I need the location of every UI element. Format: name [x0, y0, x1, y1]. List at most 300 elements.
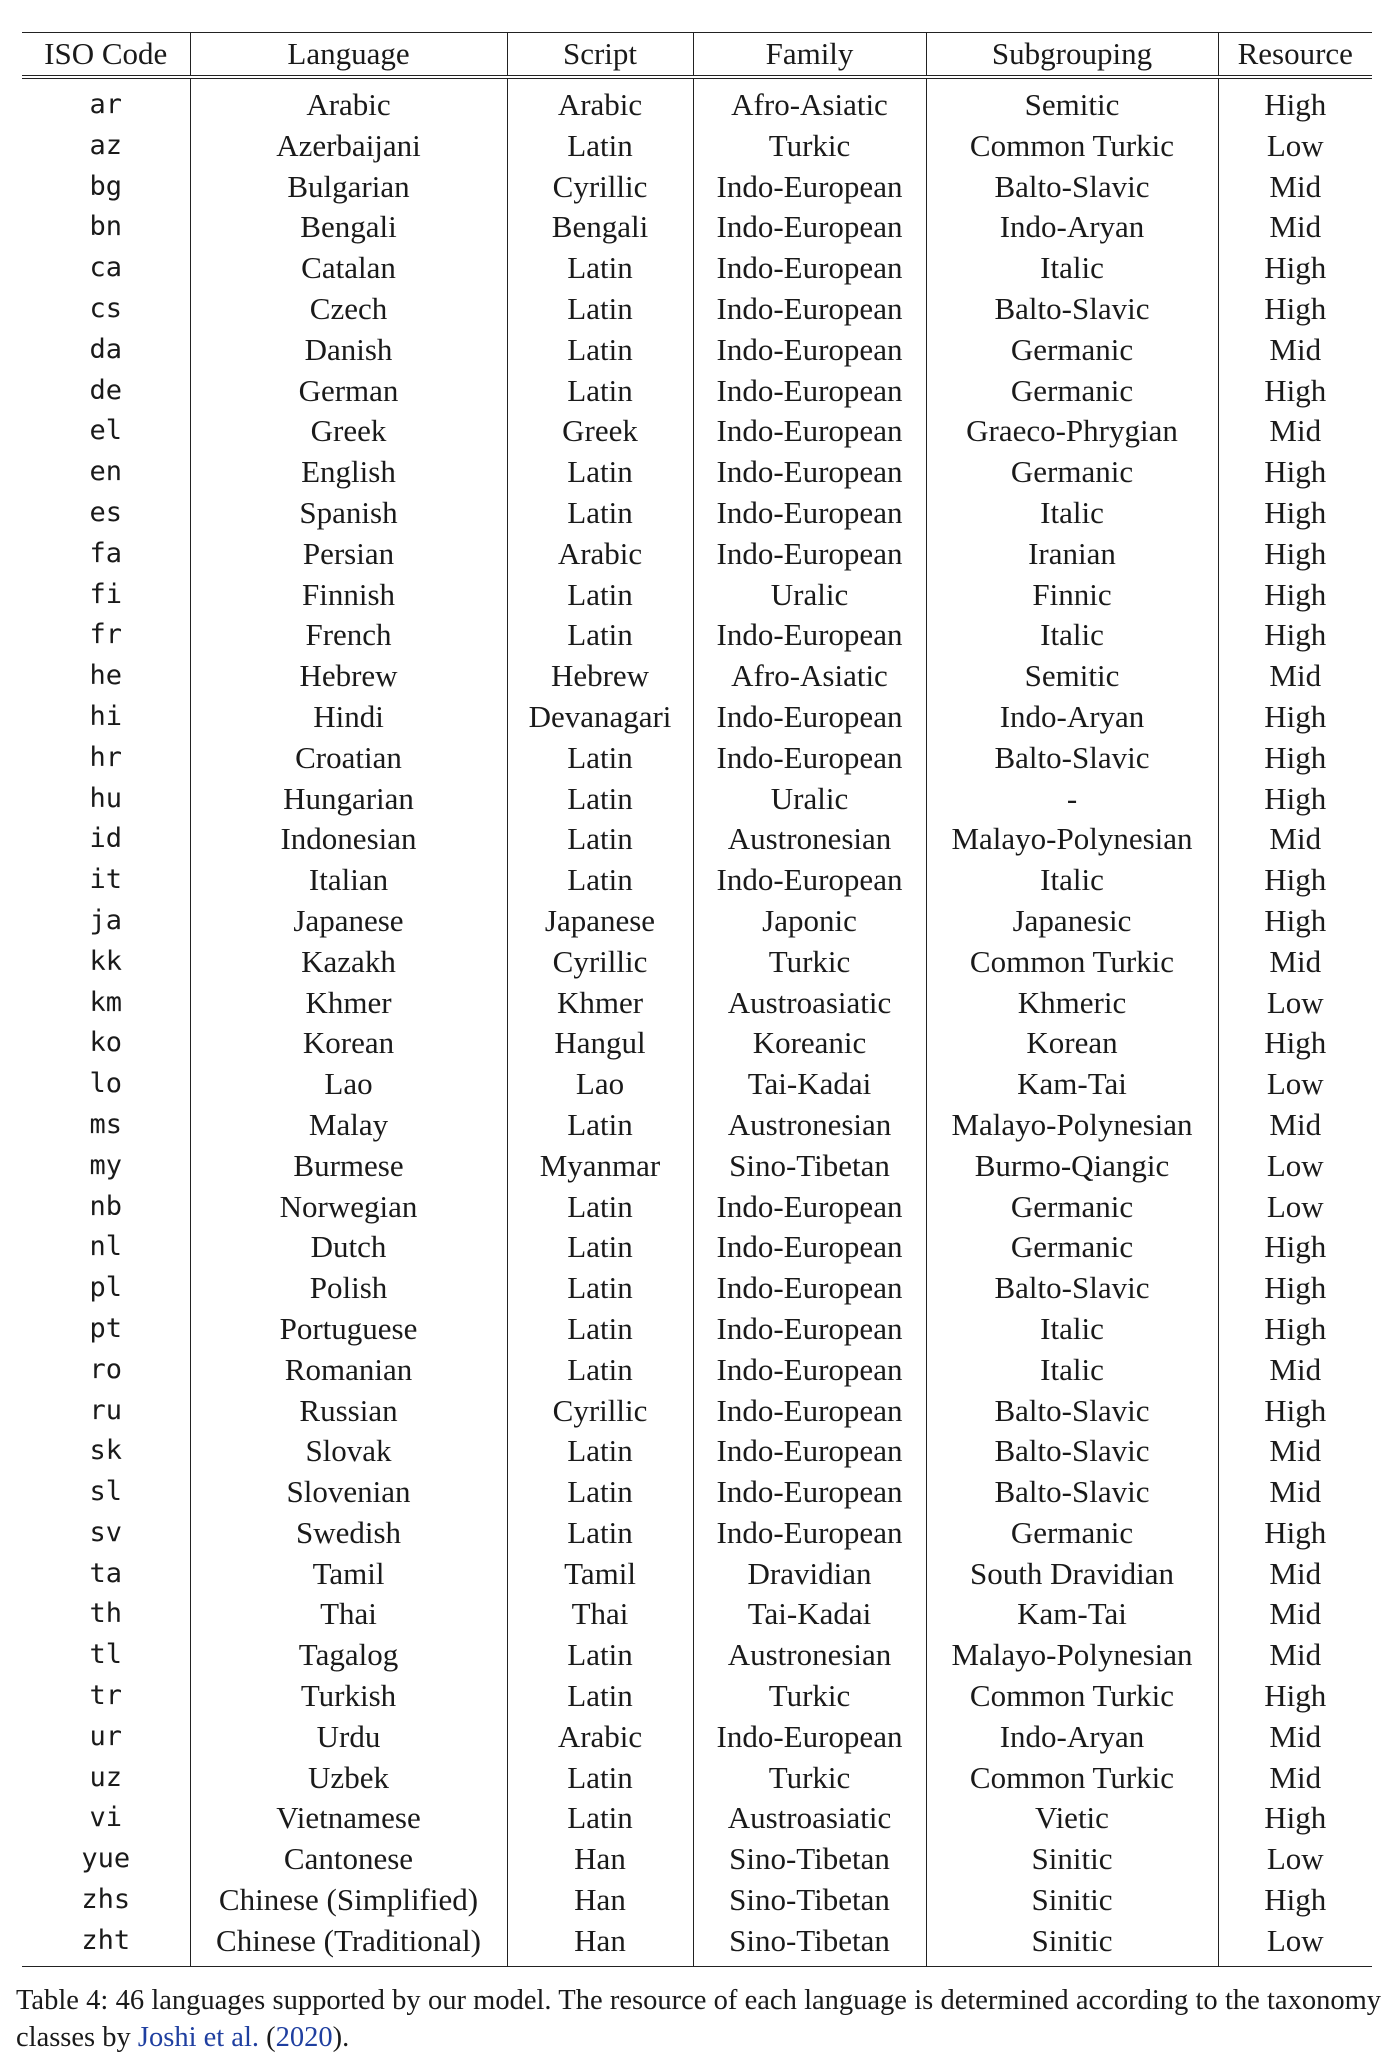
header-row [22, 33, 1372, 78]
language-cell: Croatian [190, 738, 507, 779]
script-cell: Latin [507, 330, 693, 371]
iso-code-cell: lo [22, 1064, 190, 1105]
language-cell: Finnish [190, 575, 507, 616]
iso-code-cell: ru [22, 1391, 190, 1432]
table-body [22, 77, 1372, 1966]
table-row [22, 1758, 1372, 1799]
script-cell: Hebrew [507, 656, 693, 697]
iso-code-cell: sv [22, 1513, 190, 1554]
resource-cell: Low [1266, 1841, 1324, 1877]
iso-code-cell: ta [22, 1554, 190, 1595]
table-row [22, 738, 1372, 779]
script-cell: Latin [507, 493, 693, 534]
script-cell: Cyrillic [507, 167, 693, 208]
iso-code-cell: ko [22, 1023, 190, 1064]
script-cell: Latin [507, 1350, 693, 1391]
resource-cell: Mid [1269, 1759, 1322, 1795]
subgrouping-cell: Balto-Slavic [926, 1431, 1218, 1472]
citation-close-paren: ). [332, 2022, 350, 2053]
iso-code-cell: ja [22, 901, 190, 942]
language-cell: Hungarian [190, 779, 507, 820]
subgrouping-cell: Sinitic [926, 1921, 1218, 1966]
iso-code-cell: bg [22, 167, 190, 208]
table-row [22, 1105, 1372, 1146]
subgrouping-cell: Germanic [926, 1187, 1218, 1228]
subgrouping-cell: Malayo-Polynesian [926, 1105, 1218, 1146]
subgrouping-cell: South Dravidian [926, 1554, 1218, 1595]
iso-code-cell: th [22, 1594, 190, 1635]
subgrouping-cell: Balto-Slavic [926, 289, 1218, 330]
table-row [22, 1513, 1372, 1554]
language-cell: Polish [190, 1268, 507, 1309]
resource-cell: Mid [1269, 1474, 1322, 1510]
subgrouping-cell: - [926, 779, 1218, 820]
script-cell: Cyrillic [507, 1391, 693, 1432]
script-cell: Latin [507, 1635, 693, 1676]
iso-code-cell: tl [22, 1635, 190, 1676]
script-cell: Tamil [507, 1554, 693, 1595]
family-cell: Indo-European [693, 493, 926, 534]
language-cell: Russian [190, 1391, 507, 1432]
language-cell: Swedish [190, 1513, 507, 1554]
family-cell: Sino-Tibetan [693, 1921, 926, 1966]
iso-code-cell: tr [22, 1676, 190, 1717]
table-row [22, 1431, 1372, 1472]
script-cell: Hangul [507, 1023, 693, 1064]
resource-cell: Mid [1269, 658, 1322, 694]
header-family: Family [693, 33, 926, 78]
family-cell: Indo-European [693, 1350, 926, 1391]
family-cell: Indo-European [693, 738, 926, 779]
iso-code-cell: km [22, 983, 190, 1024]
subgrouping-cell: Indo-Aryan [926, 207, 1218, 248]
iso-code-cell: zht [22, 1921, 190, 1966]
resource-cell: High [1264, 1229, 1327, 1265]
iso-code-cell: zhs [22, 1880, 190, 1921]
subgrouping-cell: Semitic [926, 656, 1218, 697]
script-cell: Han [507, 1921, 693, 1966]
family-cell: Sino-Tibetan [693, 1839, 926, 1880]
script-cell: Arabic [507, 77, 693, 126]
family-cell: Indo-European [693, 697, 926, 738]
iso-code-cell: he [22, 656, 190, 697]
iso-code-cell: id [22, 819, 190, 860]
table-row [22, 575, 1372, 616]
table-row [22, 77, 1372, 126]
script-cell: Arabic [507, 1717, 693, 1758]
resource-cell: High [1264, 576, 1327, 612]
iso-code-cell: kk [22, 942, 190, 983]
script-cell: Arabic [507, 534, 693, 575]
language-cell: Hindi [190, 697, 507, 738]
script-cell: Latin [507, 126, 693, 167]
iso-code-cell: sl [22, 1472, 190, 1513]
iso-code-cell: nl [22, 1227, 190, 1268]
language-cell: Danish [190, 330, 507, 371]
family-cell: Uralic [693, 575, 926, 616]
family-cell: Austronesian [693, 1105, 926, 1146]
subgrouping-cell: Italic [926, 493, 1218, 534]
table-row [22, 1839, 1372, 1880]
script-cell: Devanagari [507, 697, 693, 738]
table-row [22, 330, 1372, 371]
iso-code-cell: vi [22, 1798, 190, 1839]
iso-code-cell: pl [22, 1268, 190, 1309]
header-language: Language [190, 33, 507, 78]
language-cell: Dutch [190, 1227, 507, 1268]
subgrouping-cell: Kam-Tai [926, 1594, 1218, 1635]
subgrouping-cell: Italic [926, 1309, 1218, 1350]
language-cell: Hebrew [190, 656, 507, 697]
subgrouping-cell: Malayo-Polynesian [926, 819, 1218, 860]
script-cell: Latin [507, 1309, 693, 1350]
language-cell: Bengali [190, 207, 507, 248]
script-cell: Latin [507, 779, 693, 820]
subgrouping-cell: Khmeric [926, 983, 1218, 1024]
header-resource: Resource [1218, 33, 1372, 78]
family-cell: Austroasiatic [693, 1798, 926, 1839]
language-cell: English [190, 452, 507, 493]
script-cell: Latin [507, 819, 693, 860]
script-cell: Latin [507, 575, 693, 616]
iso-code-cell: ur [22, 1717, 190, 1758]
subgrouping-cell: Finnic [926, 575, 1218, 616]
iso-code-cell: hu [22, 779, 190, 820]
language-table [22, 32, 1372, 1967]
table-row [22, 126, 1372, 167]
language-cell: Romanian [190, 1350, 507, 1391]
script-cell: Latin [507, 738, 693, 779]
table-row [22, 1023, 1372, 1064]
subgrouping-cell: Italic [926, 615, 1218, 656]
table-row [22, 1676, 1372, 1717]
iso-code-cell: it [22, 860, 190, 901]
table-row [22, 1594, 1372, 1635]
table-row [22, 534, 1372, 575]
citation-year-link[interactable]: 2020 [275, 2022, 333, 2053]
script-cell: Latin [507, 248, 693, 289]
resource-cell: High [1264, 535, 1327, 571]
iso-code-cell: hi [22, 697, 190, 738]
subgrouping-cell: Balto-Slavic [926, 1268, 1218, 1309]
iso-code-cell: az [22, 126, 190, 167]
family-cell: Indo-European [693, 1309, 926, 1350]
table-row [22, 207, 1372, 248]
table-row [22, 493, 1372, 534]
resource-cell: Mid [1269, 1637, 1322, 1673]
family-cell: Indo-European [693, 860, 926, 901]
family-cell: Dravidian [693, 1554, 926, 1595]
table-row [22, 860, 1372, 901]
resource-cell: Mid [1269, 1555, 1322, 1591]
subgrouping-cell: Balto-Slavic [926, 738, 1218, 779]
iso-code-cell: sk [22, 1431, 190, 1472]
language-cell: Bulgarian [190, 167, 507, 208]
subgrouping-cell: Burmo-Qiangic [926, 1146, 1218, 1187]
subgrouping-cell: Common Turkic [926, 126, 1218, 167]
script-cell: Latin [507, 1798, 693, 1839]
resource-cell: High [1264, 1514, 1327, 1550]
script-cell: Lao [507, 1064, 693, 1105]
iso-code-cell: my [22, 1146, 190, 1187]
table-row [22, 901, 1372, 942]
family-cell: Sino-Tibetan [693, 1146, 926, 1187]
table-row [22, 656, 1372, 697]
iso-code-cell: ro [22, 1350, 190, 1391]
family-cell: Indo-European [693, 330, 926, 371]
language-cell: Kazakh [190, 942, 507, 983]
subgrouping-cell: Germanic [926, 1227, 1218, 1268]
resource-cell: High [1264, 780, 1327, 816]
script-cell: Khmer [507, 983, 693, 1024]
script-cell: Han [507, 1880, 693, 1921]
subgrouping-cell: Germanic [926, 1513, 1218, 1554]
resource-cell: Mid [1269, 1718, 1322, 1754]
subgrouping-cell: Japanesic [926, 901, 1218, 942]
subgrouping-cell: Iranian [926, 534, 1218, 575]
iso-code-cell: uz [22, 1758, 190, 1799]
language-cell: Malay [190, 1105, 507, 1146]
resource-cell: Mid [1269, 413, 1322, 449]
family-cell: Tai-Kadai [693, 1064, 926, 1105]
table-row [22, 1268, 1372, 1309]
table-row [22, 779, 1372, 820]
resource-cell: High [1264, 862, 1327, 898]
language-cell: Spanish [190, 493, 507, 534]
table-row [22, 615, 1372, 656]
table-row [22, 411, 1372, 452]
language-cell: Vietnamese [190, 1798, 507, 1839]
family-cell: Indo-European [693, 452, 926, 493]
resource-cell: High [1264, 698, 1327, 734]
subgrouping-cell: Germanic [926, 452, 1218, 493]
table-row [22, 1309, 1372, 1350]
resource-cell: High [1264, 739, 1327, 775]
resource-cell: High [1264, 1025, 1327, 1061]
table-header [22, 33, 1372, 78]
family-cell: Tai-Kadai [693, 1594, 926, 1635]
resource-cell: Mid [1269, 331, 1322, 367]
script-cell: Latin [507, 1187, 693, 1228]
table-row [22, 1187, 1372, 1228]
table-row [22, 983, 1372, 1024]
language-cell: Chinese (Simplified) [190, 1880, 507, 1921]
family-cell: Japonic [693, 901, 926, 942]
language-cell: Turkish [190, 1676, 507, 1717]
script-cell: Bengali [507, 207, 693, 248]
table-row [22, 1064, 1372, 1105]
language-cell: Azerbaijani [190, 126, 507, 167]
subgrouping-cell: Balto-Slavic [926, 167, 1218, 208]
resource-cell: High [1264, 1800, 1327, 1836]
family-cell: Austronesian [693, 1635, 926, 1676]
family-cell: Sino-Tibetan [693, 1880, 926, 1921]
citation-authors-link[interactable]: Joshi et al. [137, 2022, 260, 2053]
iso-code-cell: yue [22, 1839, 190, 1880]
subgrouping-cell: Malayo-Polynesian [926, 1635, 1218, 1676]
table-row [22, 1554, 1372, 1595]
iso-code-cell: ca [22, 248, 190, 289]
resource-cell: Mid [1269, 168, 1322, 204]
header-script: Script [507, 33, 693, 78]
family-cell: Uralic [693, 779, 926, 820]
language-cell: Norwegian [190, 1187, 507, 1228]
header-subgrouping: Subgrouping [926, 33, 1218, 78]
language-cell: Portuguese [190, 1309, 507, 1350]
family-cell: Afro-Asiatic [693, 77, 926, 126]
language-cell: Greek [190, 411, 507, 452]
subgrouping-cell: Sinitic [926, 1839, 1218, 1880]
subgrouping-cell: Common Turkic [926, 1758, 1218, 1799]
subgrouping-cell: Common Turkic [926, 1676, 1218, 1717]
script-cell: Han [507, 1839, 693, 1880]
family-cell: Indo-European [693, 207, 926, 248]
family-cell: Indo-European [693, 1472, 926, 1513]
resource-cell: High [1264, 494, 1327, 530]
iso-code-cell: hr [22, 738, 190, 779]
resource-cell: High [1264, 250, 1327, 286]
iso-code-cell: bn [22, 207, 190, 248]
family-cell: Indo-European [693, 615, 926, 656]
table-row [22, 1391, 1372, 1432]
table-row [22, 1717, 1372, 1758]
iso-code-cell: ms [22, 1105, 190, 1146]
family-cell: Turkic [693, 126, 926, 167]
resource-cell: Mid [1269, 209, 1322, 245]
resource-cell: High [1264, 902, 1327, 938]
resource-cell: Mid [1269, 1106, 1322, 1142]
resource-cell: Low [1266, 984, 1324, 1020]
resource-cell: Low [1266, 127, 1324, 163]
subgrouping-cell: Italic [926, 1350, 1218, 1391]
subgrouping-cell: Germanic [926, 371, 1218, 412]
script-cell: Latin [507, 615, 693, 656]
subgrouping-cell: Germanic [926, 330, 1218, 371]
script-cell: Latin [507, 1227, 693, 1268]
subgrouping-cell: Semitic [926, 77, 1218, 126]
resource-cell: Mid [1269, 1596, 1322, 1632]
iso-code-cell: en [22, 452, 190, 493]
subgrouping-cell: Graeco-Phrygian [926, 411, 1218, 452]
table-row [22, 371, 1372, 412]
header-iso-code: ISO Code [22, 33, 190, 78]
script-cell: Latin [507, 1676, 693, 1717]
table-row [22, 167, 1372, 208]
script-cell: Thai [507, 1594, 693, 1635]
iso-code-cell: fa [22, 534, 190, 575]
table-row [22, 1350, 1372, 1391]
table-row [22, 1921, 1372, 1966]
language-cell: Uzbek [190, 1758, 507, 1799]
family-cell: Koreanic [693, 1023, 926, 1064]
script-cell: Latin [507, 1758, 693, 1799]
script-cell: Japanese [507, 901, 693, 942]
resource-cell: High [1264, 1678, 1327, 1714]
family-cell: Indo-European [693, 1227, 926, 1268]
family-cell: Turkic [693, 942, 926, 983]
table-row [22, 1798, 1372, 1839]
table-row [22, 452, 1372, 493]
subgrouping-cell: Kam-Tai [926, 1064, 1218, 1105]
language-cell: French [190, 615, 507, 656]
caption-text: Table 4: 46 languages supported by our model. The resource of each language is determined according to the taxonomy classes by [16, 1985, 1381, 2053]
language-cell: Italian [190, 860, 507, 901]
script-cell: Latin [507, 1431, 693, 1472]
script-cell: Cyrillic [507, 942, 693, 983]
iso-code-cell: es [22, 493, 190, 534]
language-cell: Cantonese [190, 1839, 507, 1880]
table-row [22, 1472, 1372, 1513]
resource-cell: Low [1218, 1921, 1372, 1966]
subgrouping-cell: Balto-Slavic [926, 1472, 1218, 1513]
resource-cell: Mid [1269, 943, 1322, 979]
iso-code-cell: fr [22, 615, 190, 656]
script-cell: Myanmar [507, 1146, 693, 1187]
subgrouping-cell: Korean [926, 1023, 1218, 1064]
language-cell: Slovak [190, 1431, 507, 1472]
script-cell: Latin [507, 452, 693, 493]
language-cell: Japanese [190, 901, 507, 942]
citation-open-paren: ( [259, 2022, 276, 2053]
resource-cell: Mid [1269, 1433, 1322, 1469]
iso-code-cell: de [22, 371, 190, 412]
language-cell: Korean [190, 1023, 507, 1064]
resource-cell: High [1264, 454, 1327, 490]
subgrouping-cell: Italic [926, 860, 1218, 901]
family-cell: Indo-European [693, 1391, 926, 1432]
subgrouping-cell: Balto-Slavic [926, 1391, 1218, 1432]
language-cell: Indonesian [190, 819, 507, 860]
subgrouping-cell: Sinitic [926, 1880, 1218, 1921]
table-caption [16, 1982, 1381, 2056]
resource-cell: High [1264, 1392, 1327, 1428]
iso-code-cell: cs [22, 289, 190, 330]
family-cell: Indo-European [693, 534, 926, 575]
family-cell: Indo-European [693, 411, 926, 452]
resource-cell: High [1264, 1882, 1327, 1918]
language-cell: Arabic [190, 77, 507, 126]
script-cell: Greek [507, 411, 693, 452]
language-table-container [22, 32, 1372, 1967]
resource-cell: High [1264, 372, 1327, 408]
table-row [22, 1635, 1372, 1676]
language-cell: Persian [190, 534, 507, 575]
table-row [22, 697, 1372, 738]
resource-cell: Mid [1269, 821, 1322, 857]
resource-cell: Low [1266, 1066, 1324, 1102]
script-cell: Latin [507, 860, 693, 901]
resource-cell: Low [1266, 1188, 1324, 1224]
language-cell: Burmese [190, 1146, 507, 1187]
family-cell: Austronesian [693, 819, 926, 860]
resource-cell: Mid [1269, 1351, 1322, 1387]
language-cell: Chinese (Traditional) [190, 1921, 507, 1966]
family-cell: Indo-European [693, 1431, 926, 1472]
script-cell: Latin [507, 289, 693, 330]
family-cell: Turkic [693, 1758, 926, 1799]
subgrouping-cell: Indo-Aryan [926, 1717, 1218, 1758]
family-cell: Indo-European [693, 1717, 926, 1758]
iso-code-cell: fi [22, 575, 190, 616]
language-cell: Khmer [190, 983, 507, 1024]
subgrouping-cell: Italic [926, 248, 1218, 289]
table-row [22, 1227, 1372, 1268]
family-cell: Indo-European [693, 248, 926, 289]
resource-cell: High [1264, 617, 1327, 653]
family-cell: Indo-European [693, 1513, 926, 1554]
language-cell: Slovenian [190, 1472, 507, 1513]
table-row [22, 942, 1372, 983]
